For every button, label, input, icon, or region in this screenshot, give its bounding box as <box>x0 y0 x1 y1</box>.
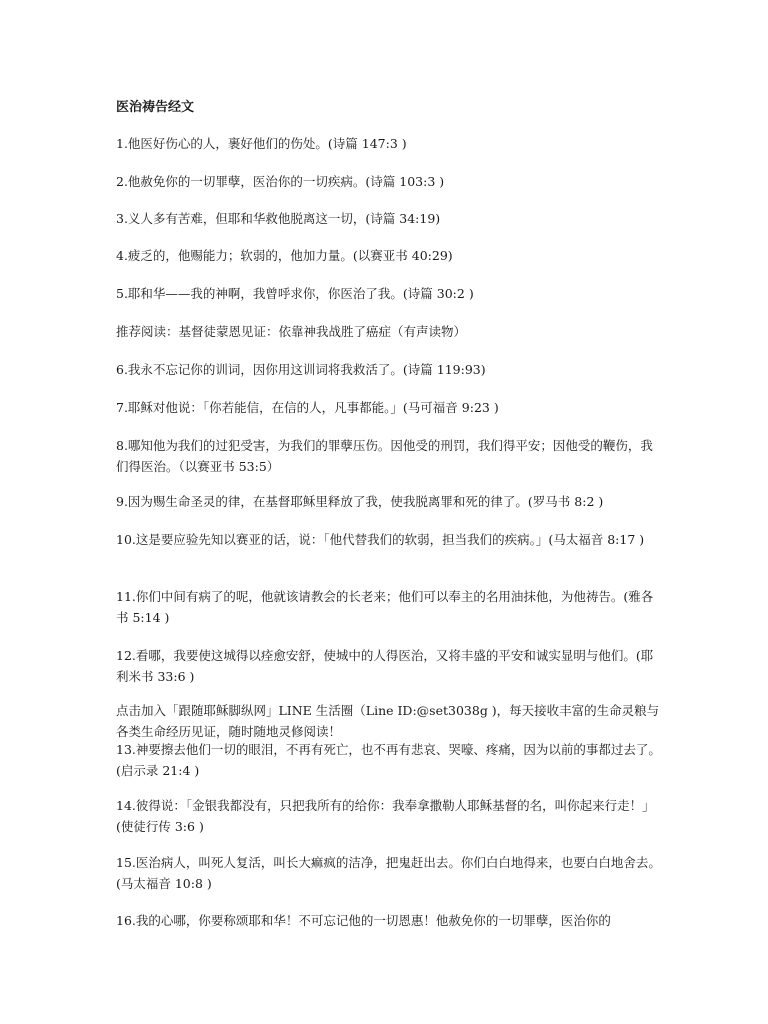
verse-paragraph: 16.我的心哪，你要称颂耶和华！不可忘记他的一切恩惠！他赦免你的一切罪孽，医治你的 <box>116 913 611 928</box>
verse-paragraph: 8.哪知他为我们的过犯受害，为我们的罪孽压伤。因他受的刑罚，我们得平安；因他受的鞭伤，我们得医治。（以赛亚书 53:5） <box>116 438 653 474</box>
verse-paragraph: 5.耶和华——我的神啊，我曾呼求你，你医治了我。(诗篇 30:2 ) <box>116 286 474 301</box>
verse-paragraph: 6.我永不忘记你的训词，因你用这训词将我救活了。(诗篇 119:93) <box>116 362 486 377</box>
verse-paragraph: 4.疲乏的，他赐能力；软弱的，他加力量。(以赛亚书 40:29) <box>116 248 453 263</box>
verse-paragraph: 14.彼得说：「金银我都没有，只把我所有的给你：我奉拿撒勒人耶稣基督的名，叫你起来行走！」(使徒行传 3:6 ) <box>116 798 655 834</box>
verse-paragraph: 11.你们中间有病了的呢，他就该请教会的长老来；他们可以奉主的名用油抹他，为他祷告。(雅各书 5:14 ) <box>116 589 654 625</box>
verse-paragraph: 3.义人多有苦难，但耶和华救他脱离这一切，(诗篇 34:19) <box>116 211 441 226</box>
verse-paragraph: 2.他赦免你的一切罪孽，医治你的一切疾病。(诗篇 103:3 ) <box>116 174 445 189</box>
verse-paragraph: 1.他医好伤心的人，裹好他们的伤处。(诗篇 147:3 ) <box>116 136 407 151</box>
verse-paragraph: 9.因为赐生命圣灵的律，在基督耶稣里释放了我，使我脱离罪和死的律了。(罗马书 8:2 ) <box>116 494 604 509</box>
verse-paragraph: 7.耶稣对他说：「你若能信，在信的人，凡事都能。」(马可福音 9:23 ) <box>116 400 499 415</box>
recommended-reading: 推荐阅读：基督徒蒙恩见证：依靠神我战胜了癌症（有声读物） <box>116 324 467 339</box>
verse-paragraph: 13.神要擦去他们一切的眼泪，不再有死亡，也不再有悲哀、哭嚎、疼痛，因为以前的事都过去了。(启示录 21:4 ) <box>116 742 661 778</box>
verse-paragraph: 15.医治病人，叫死人复活，叫长大痲疯的洁净，把鬼赶出去。你们白白地得来，也要白白地舍去。(马太福音 10:8 ) <box>116 855 661 891</box>
line-promo-paragraph: 点击加入「跟随耶稣脚纵网」LINE 生活圈（Line ID:@set3038g )，每天接收丰富的生命灵粮与各类生命经历见证，随时随地灵修阅读！ <box>116 703 660 739</box>
verse-paragraph: 10.这是要应验先知以赛亚的话，说：「他代替我们的软弱，担当我们的疾病。」(马太福音 8:17 ) <box>116 532 645 547</box>
document-title: 医治祷告经文 <box>116 100 195 115</box>
verse-paragraph: 12.看哪，我要使这城得以痊愈安舒，使城中的人得医治，又将丰盛的平安和诚实显明与他们。(耶利米书 33:6 ) <box>116 648 654 684</box>
